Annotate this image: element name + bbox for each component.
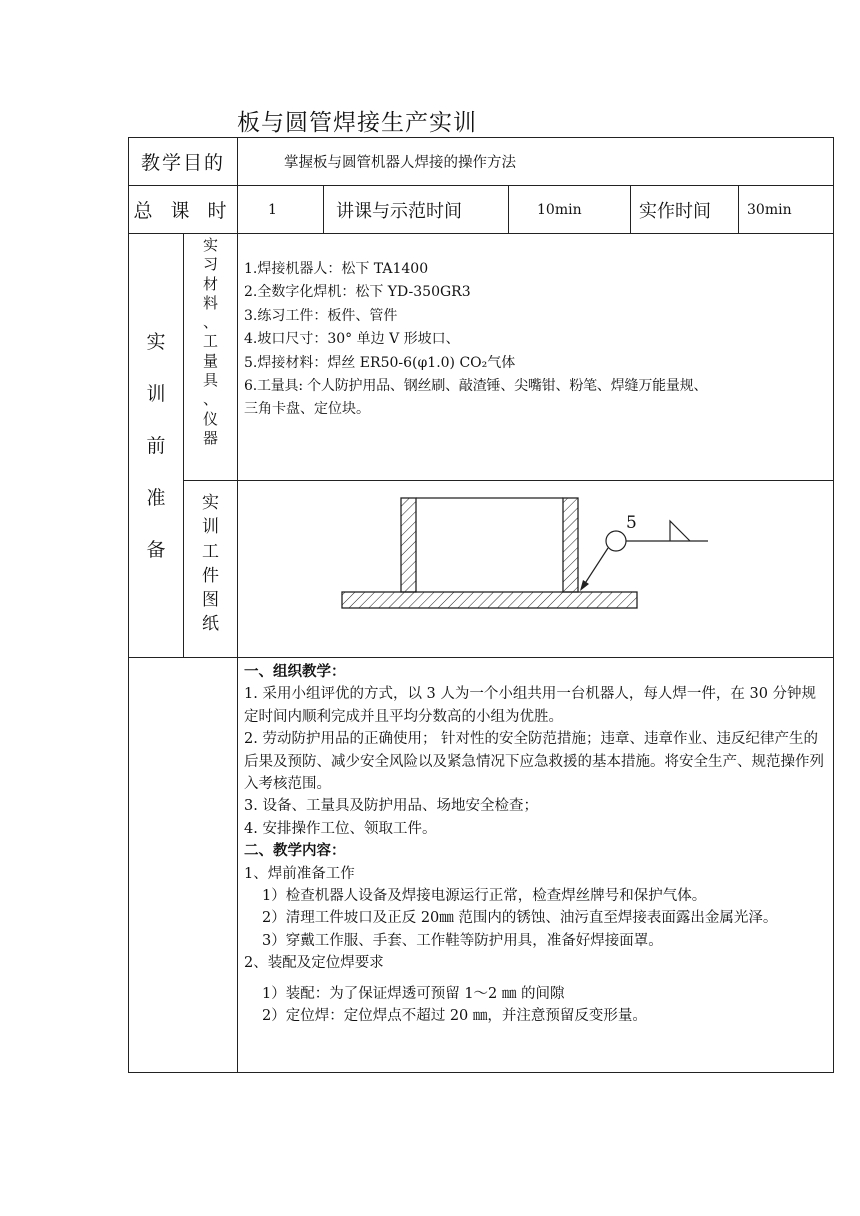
tube-wall-right xyxy=(563,498,578,592)
arrow-head-icon xyxy=(580,580,589,591)
sub-heading: 2、装配及定位焊要求 xyxy=(244,955,384,972)
content-left-blank xyxy=(128,657,238,1073)
materials-item: 6.工量具: 个人防护用品、钢丝刷、敲渣锤、尖嘴钳、粉笔、焊缝万能量规、 xyxy=(244,378,708,395)
materials-item: 4.坡口尺寸：30° 单边 V 形坡口、 xyxy=(244,331,460,348)
document-title: 板与圆管焊接生产实训 xyxy=(237,110,477,136)
list-item: 4. 安排操作工位、领取工件。 xyxy=(244,820,437,837)
list-item: 3. 设备、工量具及防护用品、场地安全检查； xyxy=(244,798,538,815)
materials-item: 2.全数字化焊机：松下 YD-350GR3 xyxy=(244,284,471,301)
materials-list xyxy=(237,233,834,481)
tube-wall-left xyxy=(401,498,416,592)
list-item: 1. 采用小组评优的方式，以 3 人为一个小组共用一台机器人，每人焊一件，在 30 分钟规定时间内顺利完成并且平均分数高的小组为优胜。 xyxy=(244,686,817,725)
workpiece-drawing xyxy=(237,480,834,658)
weld-circle xyxy=(606,531,626,551)
practice-time-value: 30min xyxy=(738,185,834,234)
list-item: 2. 劳动防护用品的正确使用； 针对性的安全防范措施；违章、违章作业、违反纪律产生的后果及预防、减少安全风险以及紧急情况下应急救援的基本措施。将安全生产、规范操作列入考核范围。 xyxy=(244,731,824,793)
materials-item: 5.焊接材料：焊丝 ER50-6(φ1.0) CO₂气体 xyxy=(244,354,516,371)
total-hours-label: 总 课 时 xyxy=(128,185,238,234)
teaching-content xyxy=(237,657,834,1073)
section-heading: 二、教学内容： xyxy=(244,842,346,860)
list-item: 1）检查机器人设备及焊接电源运行正常，检查焊丝牌号和保护气体。 xyxy=(262,888,707,905)
list-item: 1）装配：为了保证焊透可预留 1～2 ㎜ 的间隙 xyxy=(262,985,565,1002)
materials-item: 三角卡盘、定位块。 xyxy=(244,401,370,418)
lecture-time-label: 讲课与示范时间 xyxy=(323,185,509,234)
materials-item: 1.焊接机器人：松下 TA1400 xyxy=(244,261,429,277)
section-heading: 一、组织教学： xyxy=(244,663,346,680)
lecture-time-value: 10min xyxy=(508,185,631,234)
objective-content: 掌握板与圆管机器人焊接的操作方法 xyxy=(237,137,834,186)
workpiece-drawing-label: 实 训 工 件 图 纸 xyxy=(183,480,238,658)
total-hours-value: 1 xyxy=(237,185,324,234)
list-item: 3）穿戴工作服、手套、工作鞋等防护用具，准备好焊接面罩。 xyxy=(262,932,663,949)
materials-tools-label: 实 习 材 料 、 工 量 具 、 仪 器 xyxy=(183,233,238,481)
sub-heading: 1、焊前准备工作 xyxy=(244,865,355,882)
pre-training-prep-label: 实 训 前 准 备 xyxy=(128,233,184,658)
list-item: 2）定位焊：定位焊点不超过 20 ㎜，并注意预留反变形量。 xyxy=(262,1008,647,1025)
materials-item: 3.练习工件：板件、管件 xyxy=(244,307,398,324)
weld-size: 5 xyxy=(626,513,637,533)
list-item: 2）清理工件坡口及正反 20㎜ 范围内的锈蚀、油污直至焊接表面露出金属光泽。 xyxy=(262,910,778,927)
weld-joint-drawing xyxy=(238,481,833,657)
base-plate xyxy=(342,592,637,608)
fillet-weld-symbol-icon xyxy=(670,521,690,541)
practice-time-label: 实作时间 xyxy=(630,185,739,234)
objective-label: 教学目的 xyxy=(128,137,238,186)
